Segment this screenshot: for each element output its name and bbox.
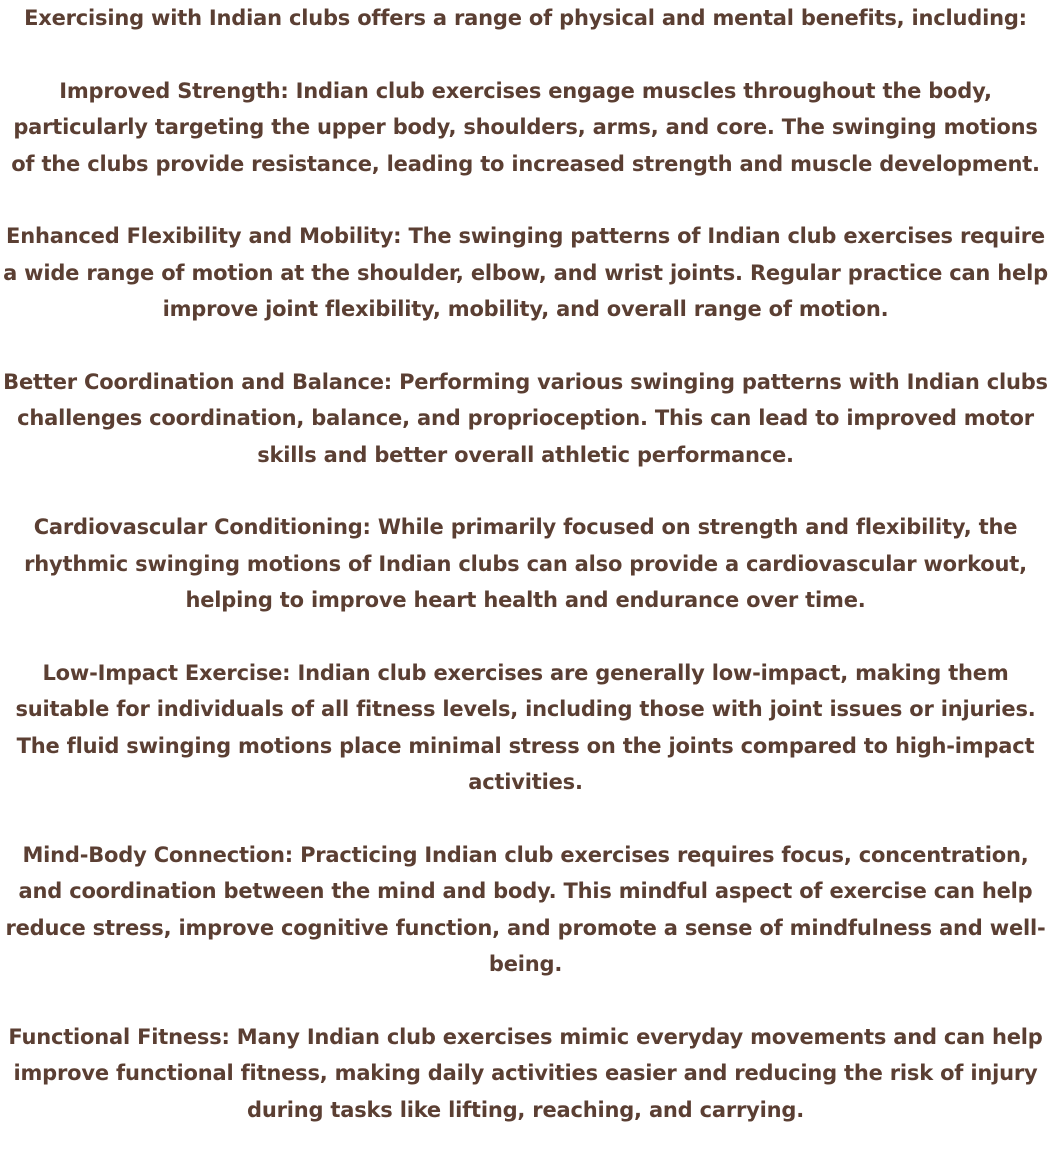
benefit-mind-body: Mind-Body Connection: Practicing Indian club exercises requires focus, concentration, and coordination between the mind and body. This mindful aspect of exercise can help reduce stress, improve cognitive function, and promote a sense of mindfulness and well-being. <box>5 842 1046 976</box>
benefits-list <box>0 73 1051 1129</box>
benefit-flexibility-mobility: Enhanced Flexibility and Mobility: The swinging patterns of Indian club exercises require a wide range of motion at the shoulder, elbow, and wrist joints. Regular practice can help improve joint flexibility, mobility, and overall range of motion. <box>3 224 1048 321</box>
benefit-coordination-balance: Better Coordination and Balance: Performing various swinging patterns with Indian clubs challenges coordination, balance, and proprioception. This can lead to improved motor skills and better overall athletic performance. <box>3 369 1048 467</box>
intro-paragraph: Exercising with Indian clubs offers a range of physical and mental benefits, including: <box>24 6 1027 30</box>
benefit-cardiovascular: Cardiovascular Conditioning: While primarily focused on strength and flexibility, the rhythmic swinging motions of Indian clubs can also provide a cardiovascular workout, helping to improve heart health and endurance over time. <box>24 515 1027 612</box>
benefit-low-impact: Low-Impact Exercise: Indian club exercises are generally low-impact, making them suitable for individuals of all fitness levels, including those with joint issues or injuries. The fluid swinging motions place minimal stress on the joints compared to high-impact activities. <box>15 660 1036 794</box>
benefit-functional-fitness: Functional Fitness: Many Indian club exercises mimic everyday movements and can help improve functional fitness, making daily activities easier and reducing the risk of injury during tasks like lifting, reaching, and carrying. <box>8 1024 1043 1122</box>
benefit-improved-strength: Improved Strength: Indian club exercises engage muscles throughout the body, particularly targeting the upper body, shoulders, arms, and core. The swinging motions of the clubs provide resistance, leading to increased strength and muscle development. <box>11 78 1040 176</box>
